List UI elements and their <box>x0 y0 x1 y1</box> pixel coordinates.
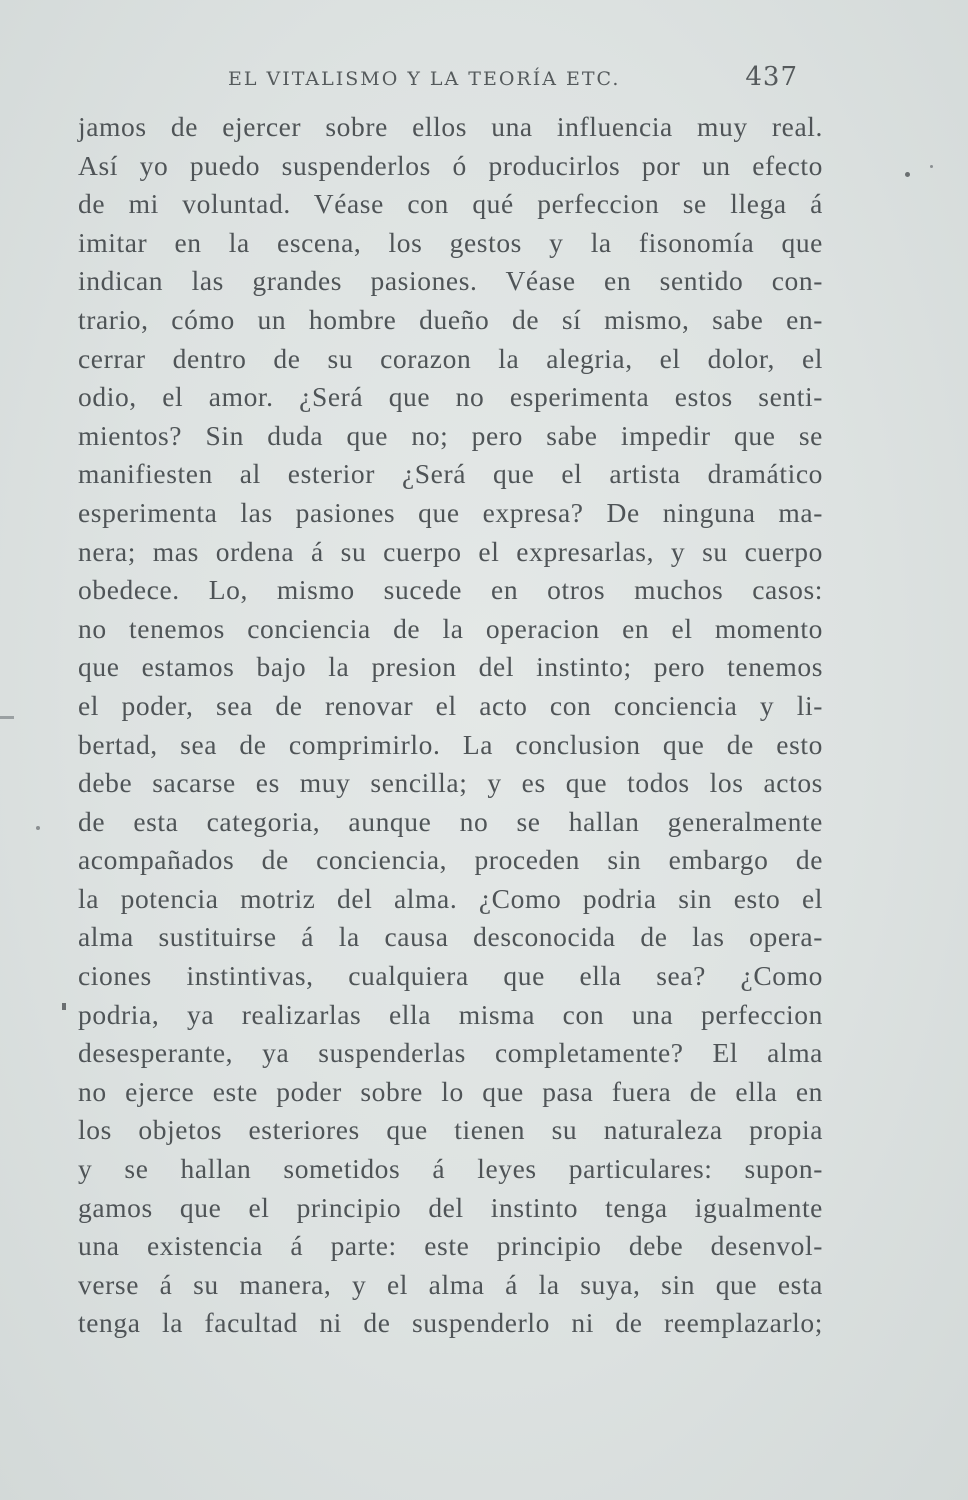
text-line: esperimenta las pasiones que expresa? De ninguna ma- <box>78 496 823 528</box>
text-line: Así yo puedo suspenderlos ó producirlos por un efecto <box>78 149 823 181</box>
text-line: nera; mas ordena á su cuerpo el expresarlas, y su cuerpo <box>78 535 823 567</box>
text-line: cerrar dentro de su corazon la alegria, el dolor, el <box>78 342 823 374</box>
text-line: imitar en la escena, los gestos y la fisonomía que <box>78 226 823 258</box>
text-line: obedece. Lo, mismo sucede en otros muchos casos: <box>78 574 823 606</box>
text-line: acompañados de conciencia, proceden sin embargo de <box>78 844 823 876</box>
text-line: una existencia á parte: este principio debe desenvol- <box>78 1230 823 1262</box>
text-line: jamos de ejercer sobre ellos una influencia muy real. <box>78 111 823 142</box>
text-line: y se hallan sometidos á leyes particulares: supon- <box>78 1153 823 1185</box>
text-line: gamos que el principio del instinto tenga igualmente <box>78 1191 823 1223</box>
text-line: alma sustituirse á la causa desconocida de las opera- <box>78 921 823 953</box>
text-line: manifiesten al esterior ¿Será que el artista dramático <box>78 458 823 490</box>
body-text <box>78 108 823 1343</box>
text-line: bertad, sea de comprimirlo. La conclusion que de esto <box>78 728 823 760</box>
text-line: desesperante, ya suspenderlas completamente? El alma <box>78 1037 823 1069</box>
page-header <box>228 62 798 98</box>
text-line: tenga la facultad ni de suspenderlo ni de reemplazarlo; <box>78 1307 823 1339</box>
text-line: indican las grandes pasiones. Véase en sentido con- <box>78 265 823 297</box>
text-line: la potencia motriz del alma. ¿Como podria sin esto el <box>78 882 823 914</box>
margin-speck <box>905 172 910 177</box>
text-line: no ejerce este poder sobre lo que pasa fuera de ella en <box>78 1075 823 1107</box>
page-number: 437 <box>745 62 798 92</box>
text-line: trario, cómo un hombre dueño de sí mismo, sabe en- <box>78 303 823 335</box>
margin-speck <box>930 165 933 168</box>
text-line: de mi voluntad. Véase con qué perfeccion se llega á <box>78 188 823 220</box>
text-line: no tenemos conciencia de la operacion en el momento <box>78 612 823 644</box>
text-line: verse á su manera, y el alma á la suya, sin que esta <box>78 1268 823 1300</box>
text-line: debe sacarse es muy sencilla; y es que todos los actos <box>78 767 823 799</box>
running-title: EL VITALISMO Y LA TEORÍA ETC. <box>228 68 621 90</box>
text-line: que estamos bajo la presion del instinto; pero tenemos <box>78 651 823 683</box>
text-line: el poder, sea de renovar el acto con conciencia y li- <box>78 689 823 721</box>
margin-speck <box>62 1003 66 1010</box>
text-line: de esta categoria, aunque no se hallan generalmente <box>78 805 823 837</box>
margin-dash <box>0 716 14 719</box>
text-line: mientos? Sin duda que no; pero sabe impedir que se <box>78 419 823 451</box>
margin-speck <box>36 826 40 830</box>
text-line: odio, el amor. ¿Será que no esperimenta estos senti- <box>78 381 823 413</box>
text-line: podria, ya realizarlas ella misma con una perfeccion <box>78 998 823 1030</box>
text-line: ciones instintivas, cualquiera que ella sea? ¿Como <box>78 960 823 992</box>
text-line: los objetos esteriores que tienen su naturaleza propia <box>78 1114 823 1146</box>
